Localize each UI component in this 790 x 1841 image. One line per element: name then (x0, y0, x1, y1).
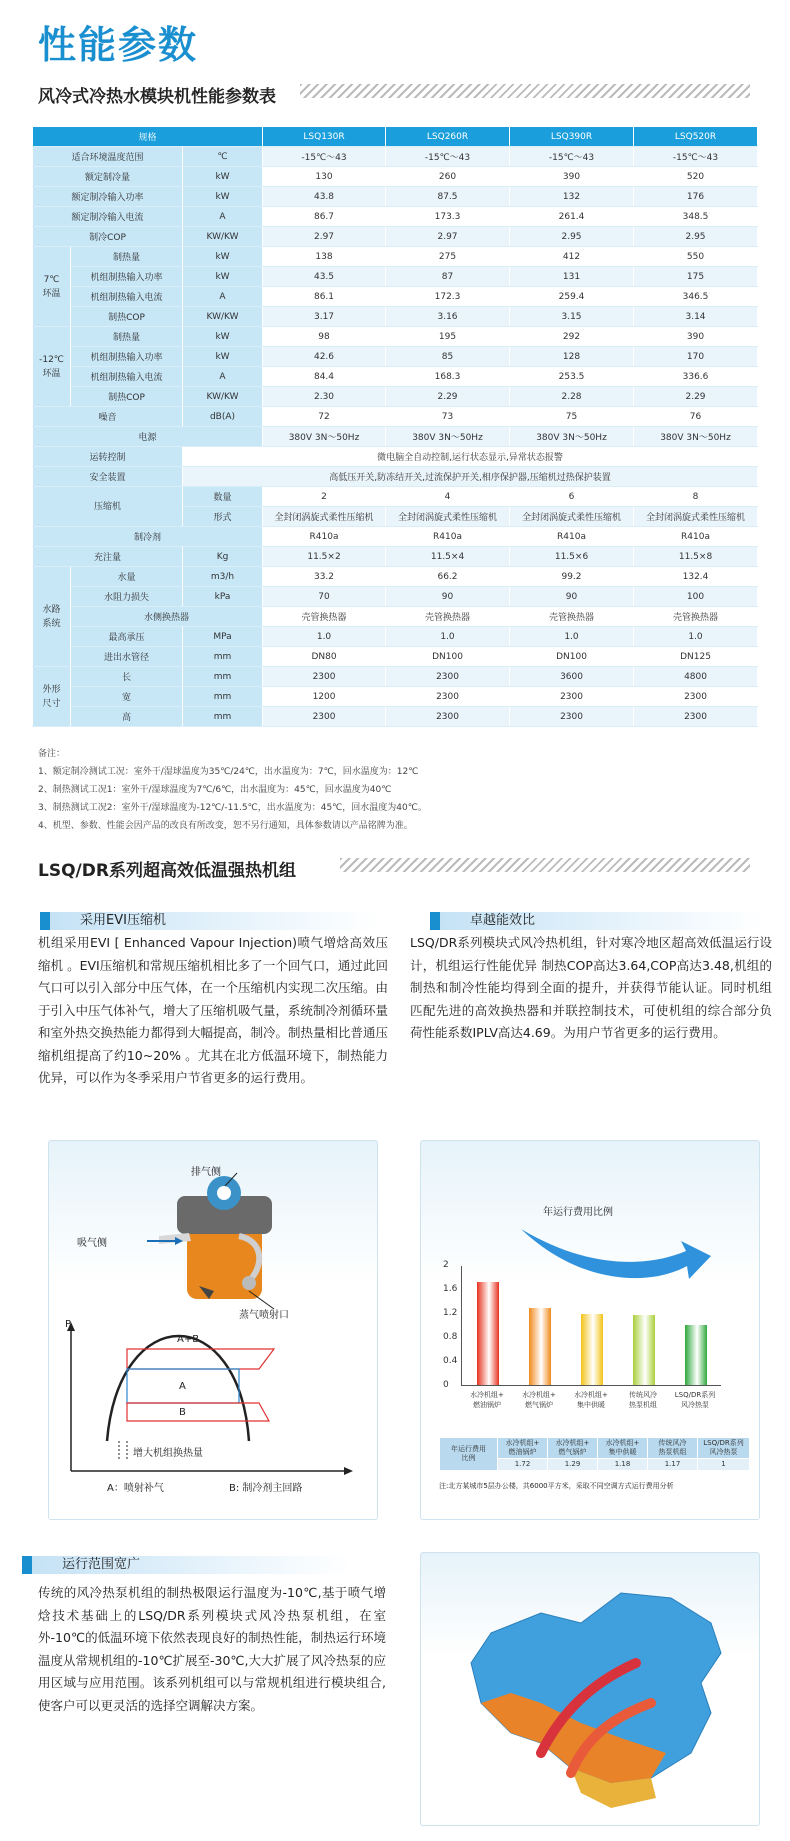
cost-cat: LSQ/DR系列 风冷热泵 (698, 1438, 750, 1459)
row-value: 2300 (386, 667, 510, 687)
table-row (33, 647, 758, 667)
cost-card (420, 1140, 760, 1520)
row-value: 11.5×4 (386, 547, 510, 567)
row-unit: kW (183, 187, 263, 207)
row-label: 电源 (33, 427, 263, 447)
row-value: 全封闭涡旋式柔性压缩机 (263, 507, 386, 527)
model-header: LSQ390R (510, 127, 634, 147)
row-value: 176 (634, 187, 758, 207)
row-value: 99.2 (510, 567, 634, 587)
row-value: 全封闭涡旋式柔性压缩机 (634, 507, 758, 527)
row-label: 制冷剂 (33, 527, 263, 547)
table-row (33, 327, 758, 347)
row-unit: kPa (183, 587, 263, 607)
row-unit: mm (183, 687, 263, 707)
table-row (33, 487, 758, 507)
row-unit: mm (183, 707, 263, 727)
chart-ytick: 0.8 (443, 1332, 458, 1342)
model-header: LSQ260R (386, 127, 510, 147)
row-value: 全封闭涡旋式柔性压缩机 (510, 507, 634, 527)
row-value: 380V 3N～50Hz (510, 427, 634, 447)
row-value: 348.5 (634, 207, 758, 227)
row-label: 最高承压 (71, 627, 183, 647)
table-row (33, 387, 758, 407)
chart-title: 年运行费用比例 (543, 1207, 613, 1218)
row-label: 水量 (71, 567, 183, 587)
row-label: 机组制热输入功率 (71, 267, 183, 287)
evi-title: 采用EVI压缩机 (40, 912, 380, 930)
cost-row-label: 年运行费用 比例 (440, 1438, 498, 1471)
row-value: 87.5 (386, 187, 510, 207)
notes (38, 745, 427, 835)
row-value: 98 (263, 327, 386, 347)
cost-cat: 水冷机组+ 燃油锅炉 (498, 1438, 548, 1459)
row-value: 4 (386, 487, 510, 507)
row-label: 高 (71, 707, 183, 727)
cycle-a-label: A (179, 1381, 186, 1392)
row-value: 2.28 (510, 387, 634, 407)
row-unit: Kg (183, 547, 263, 567)
row-value: 76 (634, 407, 758, 427)
row-value: 11.5×2 (263, 547, 386, 567)
note-line: 4、机型、参数、性能会因产品的改良有所改变，恕不另行通知，具体参数请以产品铭牌为准。 (38, 821, 413, 831)
row-value: 43.5 (263, 267, 386, 287)
chart-xcat: 水冷机组+ 燃油锅炉 (470, 1391, 504, 1409)
legend-a: A：喷射补气 (107, 1483, 164, 1494)
row-value: 全封闭涡旋式柔性压缩机 (386, 507, 510, 527)
row-value: R410a (386, 527, 510, 547)
row-value: 壳管换热器 (510, 607, 634, 627)
row-value: 2 (263, 487, 386, 507)
row-value: 1.0 (386, 627, 510, 647)
model-header: LSQ520R (634, 127, 758, 147)
row-unit: KW/KW (183, 307, 263, 327)
cycle-b (127, 1403, 269, 1421)
row-value: 66.2 (386, 567, 510, 587)
row-value: 390 (634, 327, 758, 347)
row-value: 275 (386, 247, 510, 267)
table-row (33, 467, 758, 487)
row-value: -15℃～43 (634, 147, 758, 167)
chart-ytick: 0 (443, 1380, 449, 1390)
row-value: 3600 (510, 667, 634, 687)
row-value: 1.0 (263, 627, 386, 647)
row-label: 机组制热输入电流 (71, 287, 183, 307)
row-value: DN100 (510, 647, 634, 667)
chart-note: 注:北方某城市5层办公楼，共6000平方米，采取不同空调方式运行费用分析 (439, 1482, 674, 1490)
row-value: 73 (386, 407, 510, 427)
chart-xcat: LSQ/DR系列 风冷热泵 (674, 1391, 716, 1409)
table-row (33, 147, 758, 167)
row-value: 2300 (510, 687, 634, 707)
spec-header: 规格 (33, 127, 263, 147)
row-value: 131 (510, 267, 634, 287)
row-value: 2300 (263, 667, 386, 687)
row-value: R410a (263, 527, 386, 547)
row-label: 额定制冷量 (33, 167, 183, 187)
row-value: 2.97 (263, 227, 386, 247)
table-row (33, 547, 758, 567)
row-value: 90 (510, 587, 634, 607)
compressor-card (48, 1140, 378, 1520)
table-row (33, 447, 758, 467)
row-label: 额定制冷输入功率 (33, 187, 183, 207)
row-value: 8 (634, 487, 758, 507)
cycle-ab (127, 1349, 274, 1369)
jet-label: 蒸气喷射口 (239, 1310, 289, 1321)
model-header: LSQ130R (263, 127, 386, 147)
range-text: 传统的风冷热泵机组的制热极限运行温度为-10℃,基于喷气增焓技术基础上的LSQ/DR系列模块式风冷热泵机组，在室外-10℃的低温环境下依然表现良好的制热性能，制热运行环境温度从常规机组的-10℃扩展至-30℃,大大扩展了风冷热泵的应用区域与应用范围。该系列机组可以与常规机组进行模块组合,使客户可以更灵活的选择空调解决方案。 (38, 1585, 386, 1713)
row-value: 70 (263, 587, 386, 607)
row-group: 压缩机 (33, 487, 183, 527)
p-axis-label: P (65, 1319, 72, 1330)
row-value: 550 (634, 247, 758, 267)
row-value: 2.97 (386, 227, 510, 247)
cycle-b-label: B (179, 1407, 186, 1418)
row-value: 170 (634, 347, 758, 367)
row-label: 机组制热输入电流 (71, 367, 183, 387)
table-row (33, 207, 758, 227)
legend-b: B: 制冷剂主回路 (229, 1483, 303, 1494)
row-unit: A (183, 367, 263, 387)
row-value: 72 (263, 407, 386, 427)
row-unit: KW/KW (183, 387, 263, 407)
efficiency-text: LSQ/DR系列模块式风冷热机组，针对寒冷地区超高效低温运行设计，机组运行性能优异 制热COP高达3.64,COP高达3.48,机组的制热和制冷性能均得到全面的提升，并获得节能认证。同时机组匹配先进的高效换热器和并联控制技术，可使机组的综合部分负荷性能系数IPLV高达4.69。为用户节省更多的运行费用。 (410, 935, 772, 1040)
table-row (33, 267, 758, 287)
row-label: 适合环境温度范围 (33, 147, 183, 167)
row-value: 259.4 (510, 287, 634, 307)
row-unit: kW (183, 167, 263, 187)
row-unit: kW (183, 247, 263, 267)
row-label: 充注量 (33, 547, 183, 567)
cost-value: 1.72 (498, 1459, 548, 1471)
note-line: 2、制热测试工况1：室外干/湿球温度为7℃/6℃，出水温度为：45℃，回水温度为40℃ (38, 785, 392, 795)
row-label: 宽 (71, 687, 183, 707)
row-value: R410a (634, 527, 758, 547)
compressor-diagram (49, 1141, 379, 1521)
page-title: 性能参数 (38, 23, 199, 67)
chart-xcat: 水冷机组+ 燃气锅炉 (522, 1391, 556, 1409)
table-row (33, 167, 758, 187)
row-value: 2.29 (386, 387, 510, 407)
cost-value: 1.18 (598, 1459, 648, 1471)
table-row (33, 287, 758, 307)
table-row (33, 627, 758, 647)
table-row (33, 607, 758, 627)
row-label: 机组制热输入功率 (71, 347, 183, 367)
row-value: 3.14 (634, 307, 758, 327)
row-unit: kW (183, 327, 263, 347)
row-value: 微电脑全自动控制,运行状态显示,异常状态报警 (183, 447, 758, 467)
chart-bar (581, 1314, 603, 1385)
row-value: 2300 (510, 707, 634, 727)
row-unit: ℃ (183, 147, 263, 167)
row-value: 260 (386, 167, 510, 187)
cost-cat: 水冷机组+ 集中供暖 (598, 1438, 648, 1459)
row-label: 制热COP (71, 307, 183, 327)
chart-bar (685, 1325, 707, 1385)
row-label: 水阻力损失 (71, 587, 183, 607)
chart-xcat: 水冷机组+ 集中供暖 (574, 1391, 608, 1409)
row-value: 1.0 (634, 627, 758, 647)
row-value: 130 (263, 167, 386, 187)
cost-cat: 传统风冷 热泵机组 (648, 1438, 698, 1459)
cost-table (439, 1437, 750, 1471)
table-row (33, 667, 758, 687)
row-value: 261.4 (510, 207, 634, 227)
evi-text: 机组采用EVI [ Enhanced Vapour Injection)喷气增焓高效压缩机 。EVI压缩机和常规压缩机相比多了一个回气口，通过此回气口可以引入部分中压气体，在一个压缩机内实现二次压缩。由于引入中压气体补气，增大了压缩机吸气量，系统制冷剂循环量和室外热交换热能力都得到大幅提高，制冷。制热量相比普通压缩机组提高了约10~20% 。尤其在北方低温环境下，制热能力优异，可以作为冬季采用户节省更多的运行费用。 (38, 935, 389, 1085)
chart-ytick: 2 (443, 1260, 449, 1270)
row-label: 安全装置 (33, 467, 183, 487)
row-unit: MPa (183, 627, 263, 647)
row-value: 3.15 (510, 307, 634, 327)
chart-ytick: 1.2 (443, 1308, 458, 1318)
row-value: DN125 (634, 647, 758, 667)
section-title-specs: 风冷式冷热水模块机性能参数表 (38, 87, 276, 107)
enlarge-label: 增大机组换热量 (133, 1448, 203, 1459)
table-row (33, 307, 758, 327)
row-group: -12℃ 环温 (33, 327, 71, 407)
cost-value: 1.29 (548, 1459, 598, 1471)
row-value: 2300 (386, 687, 510, 707)
table-row (33, 567, 758, 587)
row-group: 7℃ 环温 (33, 247, 71, 327)
row-label: 制热COP (71, 387, 183, 407)
row-value: 336.6 (634, 367, 758, 387)
row-value: 87 (386, 267, 510, 287)
row-value: 壳管换热器 (386, 607, 510, 627)
row-value: 253.5 (510, 367, 634, 387)
row-value: 43.8 (263, 187, 386, 207)
table-row (33, 427, 758, 447)
row-unit: dB(A) (183, 407, 263, 427)
row-label: 长 (71, 667, 183, 687)
row-label: 制冷COP (33, 227, 183, 247)
table-row (33, 247, 758, 267)
row-value: -15℃～43 (263, 147, 386, 167)
row-value: 132.4 (634, 567, 758, 587)
table-header-row (33, 127, 758, 147)
row-value: DN100 (386, 647, 510, 667)
row-label: 水侧换热器 (71, 607, 263, 627)
row-value: 壳管换热器 (634, 607, 758, 627)
map-card (420, 1552, 760, 1826)
notes-title: 备注： (38, 749, 66, 759)
row-label: 运转控制 (33, 447, 183, 467)
row-value: 高低压开关,防冻结开关,过流保护开关,相序保护器,压缩机过热保护装置 (183, 467, 758, 487)
row-value: 3.16 (386, 307, 510, 327)
row-value: -15℃～43 (386, 147, 510, 167)
range-title: 运行范围宽广 (22, 1556, 352, 1574)
china-map (421, 1553, 761, 1827)
row-value: 4800 (634, 667, 758, 687)
row-group: 外形 尺寸 (33, 667, 71, 727)
efficiency-title: 卓越能效比 (430, 912, 765, 930)
row-value: 380V 3N～50Hz (634, 427, 758, 447)
table-row (33, 227, 758, 247)
row-value: R410a (510, 527, 634, 547)
cost-value: 1 (698, 1459, 750, 1471)
hatch-divider (340, 858, 750, 872)
chart-plot (461, 1266, 721, 1386)
row-value: 2.29 (634, 387, 758, 407)
table-row (33, 587, 758, 607)
row-value: 100 (634, 587, 758, 607)
table-row (33, 527, 758, 547)
row-value: 11.5×6 (510, 547, 634, 567)
row-value: 346.5 (634, 287, 758, 307)
saturation-dome (107, 1336, 249, 1441)
chart-bar (633, 1315, 655, 1385)
row-value: 132 (510, 187, 634, 207)
table-row (33, 707, 758, 727)
chart-ytick: 0.4 (443, 1356, 458, 1366)
row-value: 2.95 (634, 227, 758, 247)
exhaust-label: 排气侧 (191, 1167, 221, 1178)
chart-xcat: 传统风冷 热泵机组 (629, 1391, 657, 1409)
note-line: 3、制热测试工况2：室外干/湿球温度为-12℃/-11.5℃，出水温度为：45℃，回水温度为40℃。 (38, 803, 427, 813)
row-label: 噪音 (33, 407, 183, 427)
row-value: 2300 (634, 707, 758, 727)
row-value: 520 (634, 167, 758, 187)
table-row (33, 407, 758, 427)
row-value: 42.6 (263, 347, 386, 367)
row-value: 2300 (386, 707, 510, 727)
table-row (33, 687, 758, 707)
row-value: 2.95 (510, 227, 634, 247)
row-value: -15℃～43 (510, 147, 634, 167)
row-value: 380V 3N～50Hz (386, 427, 510, 447)
row-label: 制热量 (71, 327, 183, 347)
row-value: 2300 (634, 687, 758, 707)
cost-table-head-row (440, 1438, 750, 1459)
row-value: 172.3 (386, 287, 510, 307)
table-row (33, 367, 758, 387)
hatch-divider (300, 84, 750, 98)
row-unit: KW/KW (183, 227, 263, 247)
note-line: 1、额定制冷测试工况：室外干/湿球温度为35℃/24℃，出水温度为：7℃，回水温度为：12℃ (38, 767, 419, 777)
row-unit: kW (183, 267, 263, 287)
row-unit: kW (183, 347, 263, 367)
row-value: 168.3 (386, 367, 510, 387)
row-value: 390 (510, 167, 634, 187)
row-value: 90 (386, 587, 510, 607)
row-value: 75 (510, 407, 634, 427)
row-value: 2300 (263, 707, 386, 727)
table-row (33, 347, 758, 367)
chart-bar (529, 1308, 551, 1385)
row-unit: m3/h (183, 567, 263, 587)
suction-label: 吸气侧 (77, 1238, 107, 1249)
row-label: 制热量 (71, 247, 183, 267)
row-value: 2.30 (263, 387, 386, 407)
cost-value: 1.17 (648, 1459, 698, 1471)
ph-x-arrow (344, 1467, 353, 1475)
row-label: 进出水管径 (71, 647, 183, 667)
row-unit: mm (183, 667, 263, 687)
row-value: 195 (386, 327, 510, 347)
spec-table (32, 126, 758, 727)
row-value: 1200 (263, 687, 386, 707)
row-value: 84.4 (263, 367, 386, 387)
row-label: 额定制冷输入电流 (33, 207, 183, 227)
row-value: 壳管换热器 (263, 607, 386, 627)
row-value: 85 (386, 347, 510, 367)
row-label: 形式 (183, 507, 263, 527)
row-unit: A (183, 287, 263, 307)
row-value: 138 (263, 247, 386, 267)
row-value: 380V 3N～50Hz (263, 427, 386, 447)
section-title-lsq: LSQ/DR系列超高效低温强热机组 (38, 861, 296, 881)
cycle-ab-label: A+B (177, 1334, 200, 1345)
row-value: 86.1 (263, 287, 386, 307)
row-value: 128 (510, 347, 634, 367)
row-value: 175 (634, 267, 758, 287)
row-value: 3.17 (263, 307, 386, 327)
chart-bar (477, 1282, 499, 1385)
row-unit: A (183, 207, 263, 227)
row-value: 86.7 (263, 207, 386, 227)
row-value: 1.0 (510, 627, 634, 647)
row-value: 292 (510, 327, 634, 347)
cost-cat: 水冷机组+ 燃气锅炉 (548, 1438, 598, 1459)
row-unit: mm (183, 647, 263, 667)
row-value: 412 (510, 247, 634, 267)
row-group: 水路 系统 (33, 567, 71, 667)
row-label: 数量 (183, 487, 263, 507)
row-value: 33.2 (263, 567, 386, 587)
chart-ytick: 1.6 (443, 1284, 458, 1294)
table-row (33, 187, 758, 207)
row-value: 11.5×8 (634, 547, 758, 567)
row-value: 173.3 (386, 207, 510, 227)
row-value: 6 (510, 487, 634, 507)
row-value: DN80 (263, 647, 386, 667)
